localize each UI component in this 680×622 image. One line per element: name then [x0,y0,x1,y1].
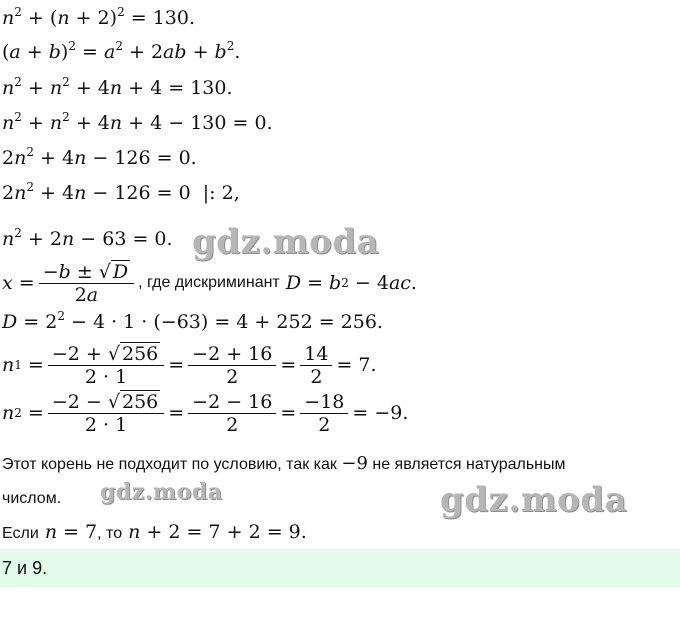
n2-fraction-a: $\frac{-2 - √ 256}{2 \cdot 1}$ [48,391,164,436]
root-n1-line: n 1 = $\frac{-2 + √ 256}{2 \cdot 1}$ = $\frac{-2 + 16}{2}$ = $\frac{14}{2}$ = 7. [2,342,377,388]
note-text-end: не является натуральным [372,456,566,473]
note-value: −9 [341,453,368,474]
note-line-2 [2,487,61,511]
note-text-continuation: числом. [2,490,62,507]
equation-line-3: $n^2 + n^2 + 4n + 4 = 130$. [2,75,233,99]
watermark-logo: gdz.moda [440,480,628,520]
n1-fraction-c: $\frac{14}{2}$ [300,343,332,388]
equation-line-2: $(a + b)^2 = a^2 + 2ab + b^2$. [2,39,241,63]
conclusion-line: Если n = 7, то n + 2 = 7 + 2 = 9. [2,521,307,543]
answer-box [0,549,680,587]
note-text-start: Этот корень не подходит по условию, так как [2,456,337,473]
n2-fraction-c: $\frac{-18}{2}$ [300,391,348,436]
n1-fraction-a: $\frac{-2 + √ 256}{2 \cdot 1}$ [48,343,164,388]
equation-line-4: $n^2 + n^2 + 4n + 4 - 130 = 0$. [2,110,273,134]
equation-line-1: $n^2 + (n + 2)^2 = 130$. [2,5,196,29]
discriminant-label: , где дискриминант [138,274,280,291]
equation-line-5: $2n^2 + 4n - 126 = 0$. [2,145,197,169]
quadratic-formula-line: x = $\frac{-b \pm √ D}{2a}$ , где дискриминант D = b 2 − 4 ac . [2,260,417,306]
n1-fraction-b: $\frac{-2 + 16}{2}$ [188,343,276,388]
conclusion-mid: , то [97,525,123,542]
watermark-logo: gdz.moda [100,479,223,505]
conclusion-prefix: Если [2,525,39,542]
equation-line-6: $2n^2 + 4n - 126 = 0$ |: 2, [2,180,240,204]
watermark-logo: gdz.moda [192,222,380,262]
note-line-1 [2,452,566,477]
answer-text: 7 и 9. [2,557,48,578]
n2-fraction-b: $\frac{-2 - 16}{2}$ [188,391,276,436]
quadratic-formula-fraction: $\frac{-b \pm √ D}{2a}$ [39,261,134,306]
equation-line-7: $n^2 + 2n - 63 = 0$. [2,226,173,250]
discriminant-calculation: $D = 2^2 - 4 \cdot 1 \cdot (-63) = 4 + 252 = 256$. [2,309,383,333]
root-n2-line: n 2 = $\frac{-2 - √ 256}{2 \cdot 1}$ = $\frac{-2 - 16}{2}$ = $\frac{-18}{2}$ = −9. [2,390,409,436]
